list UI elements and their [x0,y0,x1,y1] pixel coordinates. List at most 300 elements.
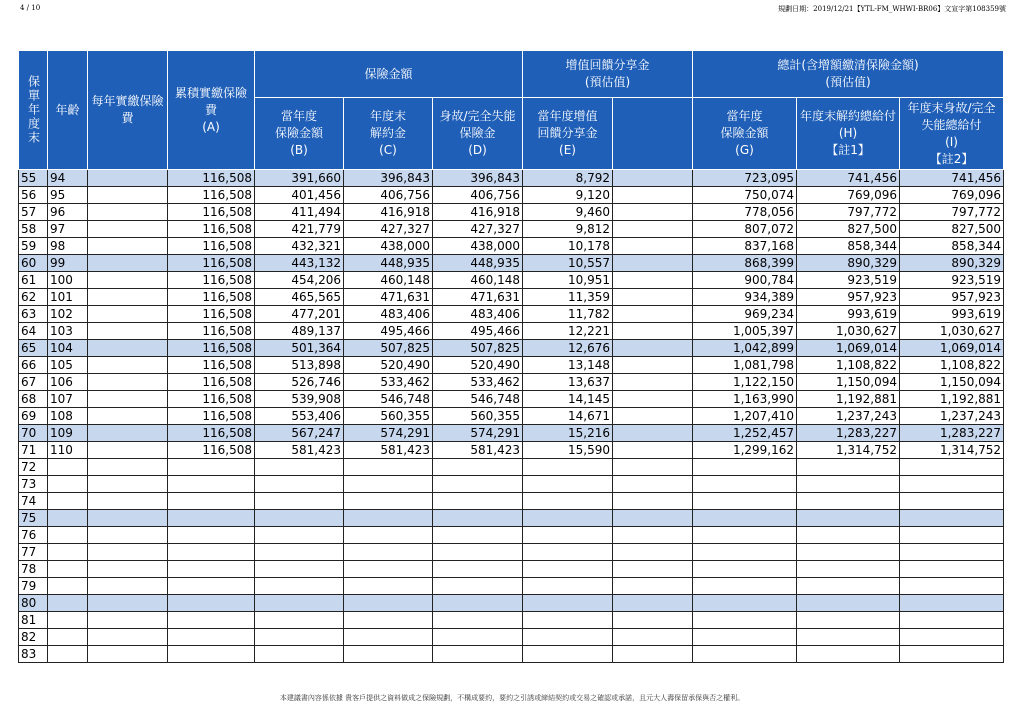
cell-age [48,459,88,476]
cell-total-surrender [797,612,900,629]
cell-annual-premium [88,629,168,646]
cell-cumulative-premium [168,544,255,561]
cell-age: 110 [48,442,88,459]
cell-annual-premium [88,646,168,663]
table-row [19,323,1004,340]
cell-policy-year: 63 [19,306,48,323]
cell-age: 106 [48,374,88,391]
cell-dividend [523,595,613,612]
cell-policy-year: 70 [19,425,48,442]
cell-total-sum-insured: 868,399 [693,255,797,272]
cell-policy-year: 73 [19,476,48,493]
cell-annual-premium [88,289,168,306]
table-row [19,561,1004,578]
cell-total-sum-insured: 723,095 [693,170,797,187]
table-row [19,221,1004,238]
cell-dividend [523,544,613,561]
cell-death-benefit: 483,406 [433,306,523,323]
cell-policy-year: 77 [19,544,48,561]
cell-dividend-extra [613,425,693,442]
cell-cumulative-premium: 116,508 [168,255,255,272]
cell-surrender-value [344,459,433,476]
cell-dividend-extra [613,170,693,187]
cell-policy-year: 60 [19,255,48,272]
cell-total-death: 827,500 [900,221,1004,238]
header-cumulative-premium: 累積實繳保險費 (A) [168,51,255,170]
cell-total-sum-insured: 807,072 [693,221,797,238]
cell-total-death [900,510,1004,527]
cell-sum-insured: 421,779 [255,221,344,238]
cell-cumulative-premium: 116,508 [168,238,255,255]
cell-total-death [900,646,1004,663]
cell-age [48,646,88,663]
cell-surrender-value: 507,825 [344,340,433,357]
cell-total-surrender: 993,619 [797,306,900,323]
cell-age: 107 [48,391,88,408]
cell-surrender-value [344,476,433,493]
cell-dividend-extra [613,646,693,663]
cell-sum-insured [255,595,344,612]
cell-total-death: 1,283,227 [900,425,1004,442]
cell-total-death: 1,150,094 [900,374,1004,391]
cell-total-sum-insured [693,629,797,646]
footer-disclaimer: 本建議書內容係依據 貴客戶提供之資料做成之保險規劃，不構成要約，要約之引誘或締結契約或交易之確認或承諾，且元大人壽保留承保與否之權利。 [279,694,745,702]
cell-annual-premium [88,238,168,255]
cell-total-surrender [797,561,900,578]
cell-annual-premium [88,391,168,408]
table-row [19,493,1004,510]
cell-policy-year: 62 [19,289,48,306]
cell-total-death: 923,519 [900,272,1004,289]
cell-death-benefit: 533,462 [433,374,523,391]
cell-death-benefit [433,510,523,527]
cell-total-death [900,527,1004,544]
cell-dividend [523,527,613,544]
cell-sum-insured [255,561,344,578]
cell-dividend: 9,460 [523,204,613,221]
cell-cumulative-premium: 116,508 [168,391,255,408]
table-row [19,306,1004,323]
cell-total-surrender [797,629,900,646]
cell-total-death: 1,069,014 [900,340,1004,357]
cell-total-death [900,493,1004,510]
table-row [19,629,1004,646]
cell-age [48,578,88,595]
cell-surrender-value: 460,148 [344,272,433,289]
cell-dividend-extra [613,493,693,510]
cell-age: 101 [48,289,88,306]
cell-total-sum-insured: 1,042,899 [693,340,797,357]
cell-annual-premium [88,442,168,459]
cell-annual-premium [88,595,168,612]
cell-death-benefit: 507,825 [433,340,523,357]
header-dividend-blank [613,98,693,170]
cell-total-sum-insured [693,510,797,527]
cell-age [48,612,88,629]
cell-dividend [523,493,613,510]
cell-surrender-value [344,629,433,646]
cell-annual-premium [88,187,168,204]
cell-total-sum-insured [693,527,797,544]
cell-sum-insured: 391,660 [255,170,344,187]
cell-death-benefit [433,527,523,544]
cell-total-surrender [797,459,900,476]
cell-total-surrender: 797,772 [797,204,900,221]
cell-cumulative-premium [168,646,255,663]
table-row [19,408,1004,425]
cell-annual-premium [88,561,168,578]
cell-annual-premium [88,578,168,595]
cell-sum-insured [255,493,344,510]
header-dividend-current: 當年度增值 回饋分享金 (E) [523,98,613,170]
cell-sum-insured: 489,137 [255,323,344,340]
cell-sum-insured: 501,364 [255,340,344,357]
cell-age: 104 [48,340,88,357]
cell-dividend [523,629,613,646]
cell-dividend-extra [613,408,693,425]
cell-death-benefit: 406,756 [433,187,523,204]
cell-death-benefit: 448,935 [433,255,523,272]
cell-dividend: 14,145 [523,391,613,408]
cell-dividend [523,561,613,578]
cell-age: 98 [48,238,88,255]
cell-surrender-value: 495,466 [344,323,433,340]
table-row [19,578,1004,595]
cell-age: 97 [48,221,88,238]
cell-cumulative-premium: 116,508 [168,289,255,306]
cell-total-sum-insured [693,612,797,629]
cell-surrender-value: 427,327 [344,221,433,238]
table-row [19,476,1004,493]
cell-total-surrender: 1,314,752 [797,442,900,459]
table-row [19,289,1004,306]
cell-total-death [900,595,1004,612]
cell-total-death [900,476,1004,493]
cell-total-sum-insured: 900,784 [693,272,797,289]
cell-death-benefit [433,476,523,493]
cell-dividend [523,578,613,595]
cell-total-sum-insured [693,544,797,561]
cell-surrender-value [344,510,433,527]
cell-death-benefit [433,612,523,629]
cell-total-surrender [797,527,900,544]
cell-annual-premium [88,493,168,510]
cell-dividend: 13,148 [523,357,613,374]
cell-total-surrender: 1,237,243 [797,408,900,425]
cell-cumulative-premium: 116,508 [168,272,255,289]
cell-annual-premium [88,221,168,238]
cell-cumulative-premium [168,595,255,612]
cell-total-sum-insured: 934,389 [693,289,797,306]
cell-age: 103 [48,323,88,340]
cell-annual-premium [88,459,168,476]
cell-dividend-extra [613,238,693,255]
cell-cumulative-premium [168,561,255,578]
cell-total-surrender: 769,096 [797,187,900,204]
cell-dividend: 11,359 [523,289,613,306]
cell-policy-year: 68 [19,391,48,408]
cell-surrender-value: 396,843 [344,170,433,187]
cell-death-benefit [433,561,523,578]
cell-dividend-extra [613,629,693,646]
cell-dividend [523,510,613,527]
cell-cumulative-premium [168,578,255,595]
cell-cumulative-premium: 116,508 [168,204,255,221]
cell-cumulative-premium [168,493,255,510]
cell-policy-year: 82 [19,629,48,646]
cell-total-surrender: 858,344 [797,238,900,255]
cell-total-sum-insured [693,595,797,612]
table-row [19,238,1004,255]
cell-total-death: 1,030,627 [900,323,1004,340]
cell-dividend: 11,782 [523,306,613,323]
plan-code: 規劃日期：2019/12/21【YTL-FM_WHWI-BR06】文宣字第108359號 [778,5,1006,13]
cell-dividend: 15,216 [523,425,613,442]
cell-dividend-extra [613,374,693,391]
cell-sum-insured: 454,206 [255,272,344,289]
cell-cumulative-premium [168,476,255,493]
cell-policy-year: 81 [19,612,48,629]
cell-surrender-value: 546,748 [344,391,433,408]
cell-total-death: 993,619 [900,306,1004,323]
cell-total-death [900,459,1004,476]
cell-total-surrender [797,493,900,510]
cell-surrender-value: 520,490 [344,357,433,374]
cell-dividend: 10,178 [523,238,613,255]
cell-cumulative-premium: 116,508 [168,187,255,204]
table-row [19,612,1004,629]
table-row [19,170,1004,187]
header-sum-insured-group: 保險金額 [255,51,523,98]
cell-sum-insured: 539,908 [255,391,344,408]
cell-annual-premium [88,323,168,340]
cell-total-sum-insured: 969,234 [693,306,797,323]
cell-dividend-extra [613,510,693,527]
cell-death-benefit [433,629,523,646]
cell-dividend-extra [613,527,693,544]
cell-death-benefit: 546,748 [433,391,523,408]
cell-sum-insured [255,510,344,527]
cell-policy-year: 79 [19,578,48,595]
cell-dividend-extra [613,340,693,357]
cell-surrender-value [344,561,433,578]
cell-sum-insured: 553,406 [255,408,344,425]
cell-total-death: 741,456 [900,170,1004,187]
cell-cumulative-premium [168,612,255,629]
cell-total-sum-insured: 1,122,150 [693,374,797,391]
cell-dividend: 12,676 [523,340,613,357]
cell-dividend-extra [613,442,693,459]
cell-annual-premium [88,510,168,527]
cell-total-surrender: 1,030,627 [797,323,900,340]
cell-sum-insured [255,629,344,646]
cell-dividend-extra [613,578,693,595]
cell-total-sum-insured [693,646,797,663]
cell-total-surrender [797,646,900,663]
cell-death-benefit [433,493,523,510]
cell-total-sum-insured [693,493,797,510]
cell-dividend-extra [613,221,693,238]
cell-dividend: 10,557 [523,255,613,272]
cell-dividend-extra [613,255,693,272]
cell-policy-year: 76 [19,527,48,544]
cell-age [48,595,88,612]
cell-cumulative-premium: 116,508 [168,442,255,459]
cell-policy-year: 64 [19,323,48,340]
cell-total-death [900,561,1004,578]
cell-death-benefit: 396,843 [433,170,523,187]
cell-surrender-value: 471,631 [344,289,433,306]
table-row [19,595,1004,612]
cell-total-sum-insured: 1,207,410 [693,408,797,425]
cell-annual-premium [88,204,168,221]
header-total-surrender: 年度末解約總給付 (H) 【註1】 [797,98,900,170]
cell-dividend [523,612,613,629]
cell-sum-insured [255,544,344,561]
cell-dividend: 13,637 [523,374,613,391]
cell-sum-insured: 401,456 [255,187,344,204]
cell-total-death: 1,237,243 [900,408,1004,425]
cell-total-sum-insured [693,561,797,578]
cell-dividend: 9,812 [523,221,613,238]
cell-dividend [523,476,613,493]
cell-sum-insured [255,578,344,595]
cell-age [48,527,88,544]
cell-cumulative-premium [168,629,255,646]
cell-dividend-extra [613,357,693,374]
cell-death-benefit: 416,918 [433,204,523,221]
cell-dividend: 12,221 [523,323,613,340]
cell-dividend-extra [613,544,693,561]
table-row [19,510,1004,527]
cell-total-death: 1,192,881 [900,391,1004,408]
cell-policy-year: 57 [19,204,48,221]
cell-total-sum-insured [693,578,797,595]
cell-sum-insured: 567,247 [255,425,344,442]
cell-surrender-value [344,578,433,595]
cell-total-death: 858,344 [900,238,1004,255]
table-body [19,170,1004,663]
cell-annual-premium [88,408,168,425]
cell-total-death: 1,108,822 [900,357,1004,374]
cell-total-surrender: 957,923 [797,289,900,306]
cell-dividend-extra [613,391,693,408]
cell-sum-insured: 581,423 [255,442,344,459]
cell-annual-premium [88,340,168,357]
cell-surrender-value: 406,756 [344,187,433,204]
cell-age: 100 [48,272,88,289]
cell-total-death [900,578,1004,595]
header-surrender-value: 年度末 解約金 (C) [344,98,433,170]
cell-cumulative-premium: 116,508 [168,170,255,187]
cell-total-death: 769,096 [900,187,1004,204]
table-row [19,187,1004,204]
header-annual-premium: 每年實繳保險費 [88,51,168,170]
cell-policy-year: 61 [19,272,48,289]
cell-dividend-extra [613,306,693,323]
cell-total-sum-insured: 1,081,798 [693,357,797,374]
cell-death-benefit: 427,327 [433,221,523,238]
table-row [19,255,1004,272]
cell-cumulative-premium: 116,508 [168,425,255,442]
cell-total-sum-insured [693,459,797,476]
cell-age: 95 [48,187,88,204]
cell-policy-year: 67 [19,374,48,391]
cell-total-surrender: 1,283,227 [797,425,900,442]
cell-policy-year: 56 [19,187,48,204]
cell-sum-insured: 477,201 [255,306,344,323]
cell-dividend-extra [613,595,693,612]
cell-age: 99 [48,255,88,272]
cell-annual-premium [88,612,168,629]
cell-age [48,510,88,527]
cell-surrender-value [344,493,433,510]
table-row [19,425,1004,442]
cell-surrender-value: 438,000 [344,238,433,255]
cell-total-surrender: 1,192,881 [797,391,900,408]
cell-annual-premium [88,425,168,442]
cell-surrender-value [344,544,433,561]
table-row [19,204,1004,221]
cell-policy-year: 72 [19,459,48,476]
cell-cumulative-premium: 116,508 [168,323,255,340]
cell-policy-year: 66 [19,357,48,374]
cell-dividend [523,459,613,476]
cell-age: 108 [48,408,88,425]
cell-policy-year: 58 [19,221,48,238]
cell-policy-year: 55 [19,170,48,187]
cell-annual-premium [88,272,168,289]
cell-sum-insured: 432,321 [255,238,344,255]
cell-total-surrender: 1,150,094 [797,374,900,391]
cell-cumulative-premium: 116,508 [168,357,255,374]
cell-surrender-value: 483,406 [344,306,433,323]
cell-death-benefit: 495,466 [433,323,523,340]
cell-sum-insured: 411,494 [255,204,344,221]
benefit-table [18,50,1004,663]
cell-total-surrender [797,544,900,561]
cell-death-benefit: 520,490 [433,357,523,374]
cell-surrender-value [344,646,433,663]
cell-total-surrender: 1,069,014 [797,340,900,357]
cell-death-benefit: 574,291 [433,425,523,442]
cell-age: 96 [48,204,88,221]
table-row [19,340,1004,357]
cell-policy-year: 80 [19,595,48,612]
cell-total-death: 957,923 [900,289,1004,306]
cell-surrender-value: 448,935 [344,255,433,272]
cell-death-benefit [433,544,523,561]
cell-death-benefit [433,646,523,663]
cell-annual-premium [88,476,168,493]
cell-dividend: 15,590 [523,442,613,459]
cell-policy-year: 74 [19,493,48,510]
cell-annual-premium [88,306,168,323]
cell-sum-insured [255,476,344,493]
cell-total-death: 797,772 [900,204,1004,221]
cell-total-sum-insured: 1,005,397 [693,323,797,340]
cell-sum-insured [255,646,344,663]
cell-total-surrender: 890,329 [797,255,900,272]
cell-death-benefit [433,595,523,612]
cell-age [48,476,88,493]
header-death-benefit: 身故/完全失能保險金 (D) [433,98,523,170]
cell-surrender-value [344,595,433,612]
cell-sum-insured: 465,565 [255,289,344,306]
cell-total-surrender [797,578,900,595]
cell-surrender-value: 533,462 [344,374,433,391]
cell-policy-year: 75 [19,510,48,527]
